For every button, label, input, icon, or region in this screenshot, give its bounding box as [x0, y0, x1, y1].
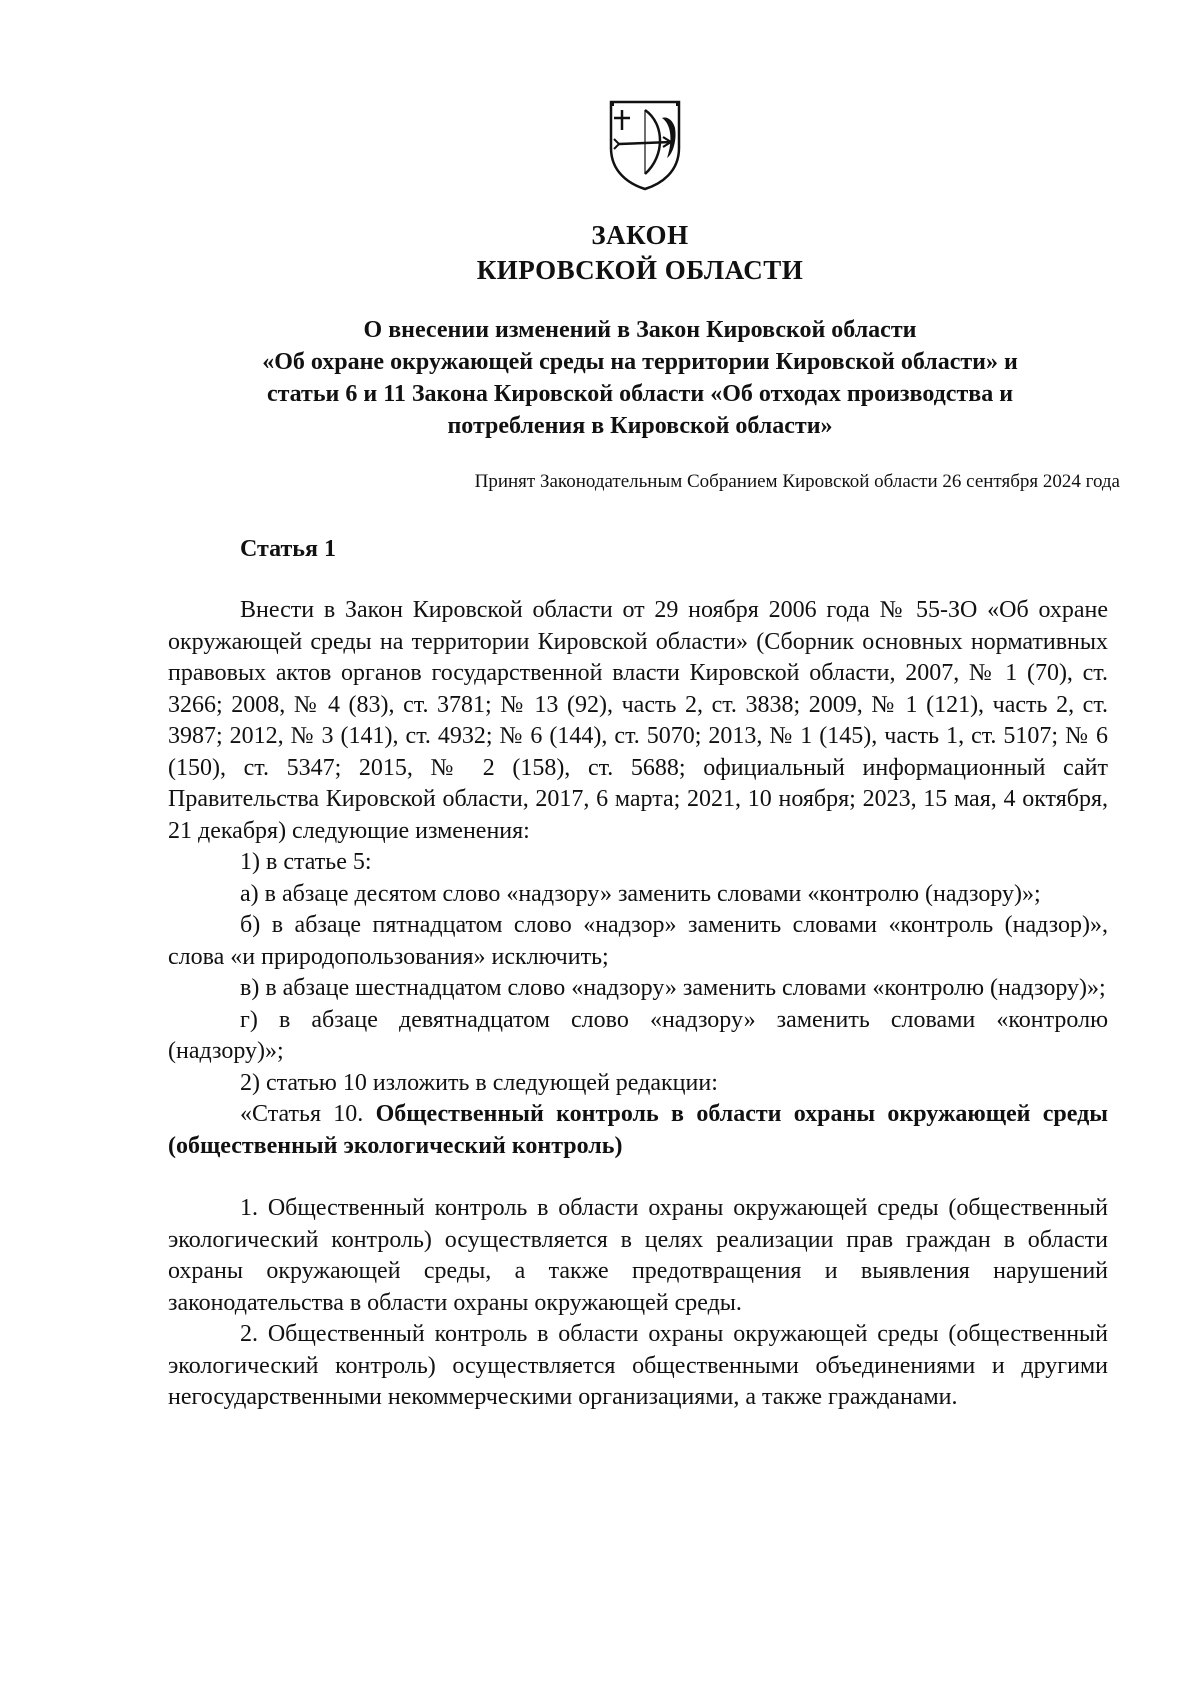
- paragraph: 1) в статье 5:: [240, 849, 372, 875]
- paragraph: 2) статью 10 изложить в следующей редакции:: [240, 1069, 718, 1096]
- paragraph: г) в абзаце девятнадцатом слово «надзору» заменить словами «контролю (надзору)»;: [168, 1006, 1108, 1064]
- paragraph: б) в абзаце пятнадцатом слово «надзор» заменить словами «контроль (надзор)», слова «и природопользования» исключить;: [168, 912, 1108, 970]
- paragraph: Внести в Закон Кировской области от 29 ноября 2006 года № 55-ЗО «Об охране окружающей среды на территории Кировской области» (Сборник основных нормативных правовых актов органов государственной власти Кировской области, 2007, № 1 (70), ст. 3266; 2008, № 4 (83), ст. 3781; № 13 (92), часть 2, ст. 3838; 2009, № 1 (121), часть 2, ст. 3987; 2012, № 3 (141), ст. 4932; № 6 (144), ст. 5070; 2013, № 1 (145), часть 1, ст. 5107; № 6 (150), ст. 5347; 2015, № 2 (158), ст. 5688; официальный информационный сайт Правительства Кировской области, 2017, 6 марта; 2021, 10 ноября; 2023, 15 мая, 4 октября, 21 декабря) следующие изменения:: [168, 597, 1108, 844]
- coat-of-arms-emblem: [605, 96, 685, 192]
- paragraph: а) в абзаце десятом слово «надзору» заменить словами «контролю (надзору)»;: [240, 880, 1041, 907]
- article-10-heading: [168, 1099, 1108, 1162]
- document-title: [160, 218, 1120, 288]
- article-10-title: Общественный контроль в области охраны окружающей среды (общественный экологический контроль): [168, 1101, 1108, 1159]
- document-subtitle: [160, 314, 1120, 442]
- article-heading: Статья 1: [240, 536, 336, 562]
- article-body: [168, 595, 1108, 1414]
- subtitle-line: О внесении изменений в Закон Кировской области: [363, 317, 917, 343]
- title-line: ЗАКОН: [591, 220, 689, 250]
- paragraph: 1. Общественный контроль в области охраны окружающей среды (общественный экологический контроль) осуществляется в целях реализации прав граждан в области охраны окружающей среды, а также предотвращения и выявления нарушений законодательства в области охраны окружающей среды.: [168, 1195, 1108, 1316]
- title-line: КИРОВСКОЙ ОБЛАСТИ: [476, 255, 804, 285]
- subtitle-line: «Об охране окружающей среды на территории Кировской области» и: [262, 349, 1018, 375]
- subtitle-line: статьи 6 и 11 Закона Кировской области «Об отходах производства и: [266, 381, 1014, 407]
- article-10-prefix: «Статья 10.: [240, 1101, 376, 1127]
- subtitle-line: потребления в Кировской области»: [447, 413, 833, 439]
- paragraph: в) в абзаце шестнадцатом слово «надзору» заменить словами «контролю (надзору)»;: [240, 975, 1106, 1001]
- adoption-note: Принят Законодательным Собранием Кировской области 26 сентября 2024 года: [474, 471, 1120, 492]
- paragraph: 2. Общественный контроль в области охраны окружающей среды (общественный экологический контроль) осуществляется общественными объединениями и другими негосударственными некоммерческими организациями, а также гражданами.: [168, 1321, 1108, 1410]
